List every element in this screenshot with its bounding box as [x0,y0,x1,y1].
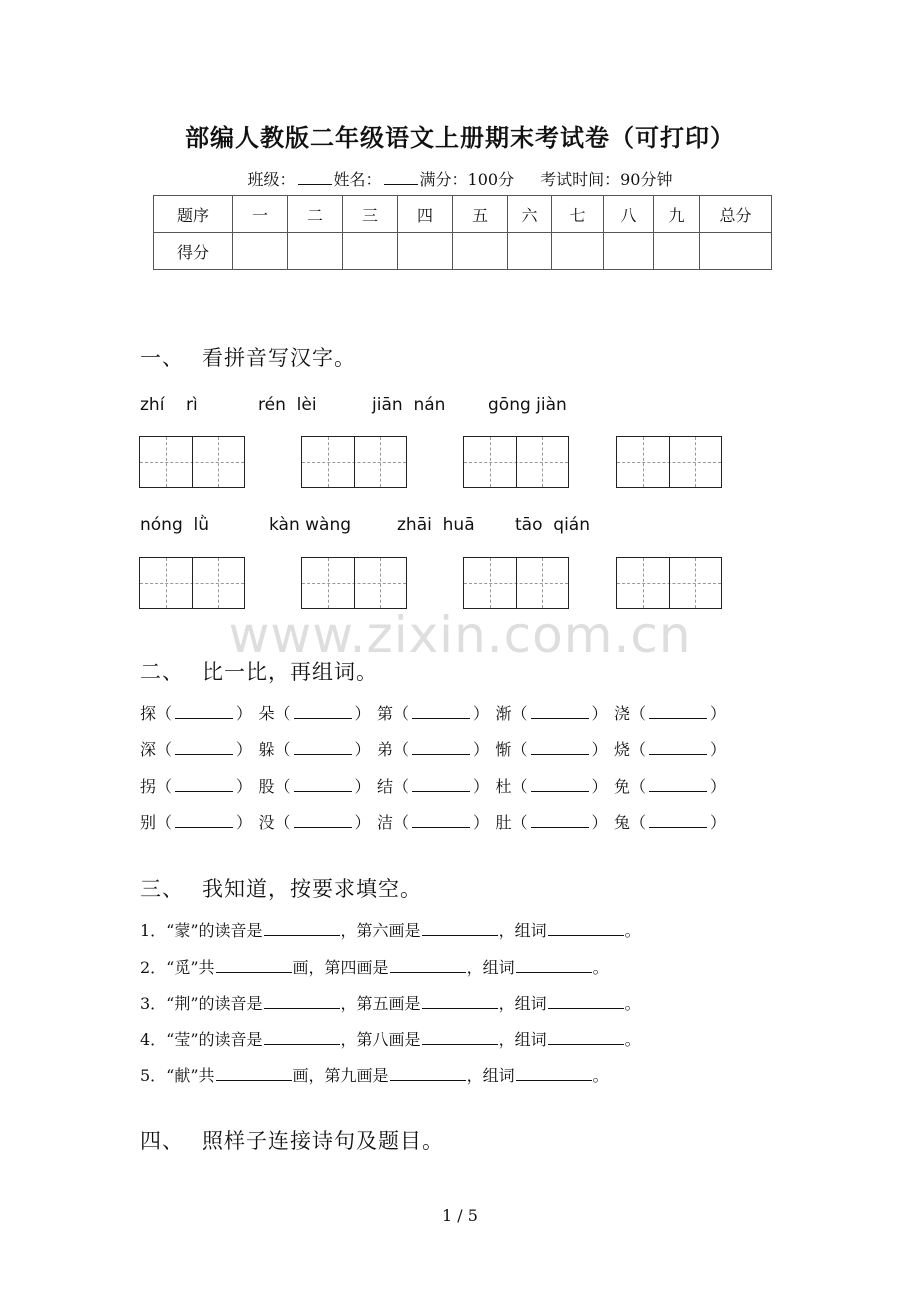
compare-item: 深（ ） [140,740,253,759]
compare-row [140,737,733,760]
score-table [153,195,772,270]
pinyin-label: zhí rì [140,395,198,415]
pinyin-label: gōng jiàn [488,395,567,415]
fill-question: 4．“莹”的读音是 ，第八画是 ，组词 。 [140,1030,641,1049]
score-row-label: 得分 [154,233,233,270]
section3-heading [140,873,422,903]
compare-item: 躲（ ） [258,740,371,759]
score-input-cell[interactable] [398,233,453,270]
compare-row [140,701,733,724]
score-header-cell: 三 [343,196,398,233]
compare-item: 免（ ） [614,777,727,796]
score-header-cell: 二 [288,196,343,233]
score-input-cell[interactable] [654,233,700,270]
score-header-cell: 一 [233,196,288,233]
watermark: www.zixin.com.cn [228,606,692,664]
name-label: 姓名： [333,170,382,189]
section2-number: 二、 [140,660,184,684]
compare-item: 探（ ） [140,704,253,723]
writing-box-pair[interactable] [463,557,569,609]
pinyin-label: nóng lǜ [140,515,210,535]
compare-item: 惭（ ） [495,740,608,759]
compare-row [140,810,733,833]
section4-title: 照样子连接诗句及题目。 [202,1129,444,1153]
fill-question: 3．“荆”的读音是 ，第五画是 ，组词 。 [140,994,641,1013]
score-header-cell: 总分 [700,196,772,233]
writing-box-pair[interactable] [463,436,569,488]
section4-number: 四、 [140,1129,184,1153]
compare-item: 朵（ ） [258,704,371,723]
score-header-cell: 题序 [154,196,233,233]
writing-box-pair[interactable] [301,557,407,609]
compare-item: 洁（ ） [377,813,490,832]
compare-item: 第（ ） [377,704,490,723]
section4-heading [140,1125,444,1155]
compare-item: 拐（ ） [140,777,253,796]
name-blank [384,183,418,185]
score-input-cell[interactable] [700,233,772,270]
section1-heading [140,342,356,372]
pinyin-label: rén lèi [258,395,317,415]
exam-meta [0,167,920,190]
score-input-cell[interactable] [343,233,398,270]
score-input-cell[interactable] [288,233,343,270]
score-header-cell: 四 [398,196,453,233]
section3-title: 我知道，按要求填空。 [202,877,422,901]
score-input-cell[interactable] [508,233,552,270]
compare-item: 弟（ ） [377,740,490,759]
writing-box-pair[interactable] [139,557,245,609]
compare-item: 杜（ ） [495,777,608,796]
compare-item: 烧（ ） [614,740,727,759]
pinyin-label: kàn wàng [269,515,352,535]
full-score: 满分：100分 [419,170,515,189]
score-table-header-row [154,196,772,233]
section1-title: 看拼音写汉字。 [202,346,356,370]
section1-number: 一、 [140,346,184,370]
writing-box-pair[interactable] [616,436,722,488]
section3-number: 三、 [140,877,184,901]
compare-item: 兔（ ） [614,813,727,832]
class-blank [298,183,332,185]
compare-item: 别（ ） [140,813,253,832]
compare-row [140,774,733,797]
writing-box-pair[interactable] [301,436,407,488]
score-header-cell: 八 [604,196,654,233]
score-input-cell[interactable] [453,233,508,270]
score-header-cell: 六 [508,196,552,233]
exam-title: 部编人教版二年级语文上册期末考试卷（可打印） [185,123,735,152]
score-header-cell: 九 [654,196,700,233]
score-input-cell[interactable] [552,233,604,270]
compare-item: 渐（ ） [495,704,608,723]
fill-question: 1．“蒙”的读音是 ，第六画是 ，组词 。 [140,921,641,940]
score-header-cell: 五 [453,196,508,233]
fill-question: 5．“献”共 画，第九画是 ，组词 。 [140,1066,609,1085]
class-label: 班级： [247,170,296,189]
score-header-cell: 七 [552,196,604,233]
writing-box-pair[interactable] [616,557,722,609]
section2-title: 比一比，再组词。 [202,660,378,684]
compare-item: 股（ ） [258,777,371,796]
writing-box-pair[interactable] [139,436,245,488]
score-table-score-row [154,233,772,270]
section2-heading [140,656,378,686]
compare-item: 没（ ） [258,813,371,832]
compare-item: 浇（ ） [614,704,727,723]
fill-question: 2．“觅”共 画，第四画是 ，组词 。 [140,958,609,977]
compare-item: 结（ ） [377,777,490,796]
pinyin-label: jiān nán [372,395,446,415]
score-input-cell[interactable] [604,233,654,270]
score-input-cell[interactable] [233,233,288,270]
compare-item: 肚（ ） [495,813,608,832]
exam-time: 考试时间：90分钟 [540,170,673,189]
pinyin-label: zhāi huā [397,515,475,535]
page-number: 1 / 5 [442,1206,478,1225]
pinyin-label: tāo qián [515,515,590,535]
